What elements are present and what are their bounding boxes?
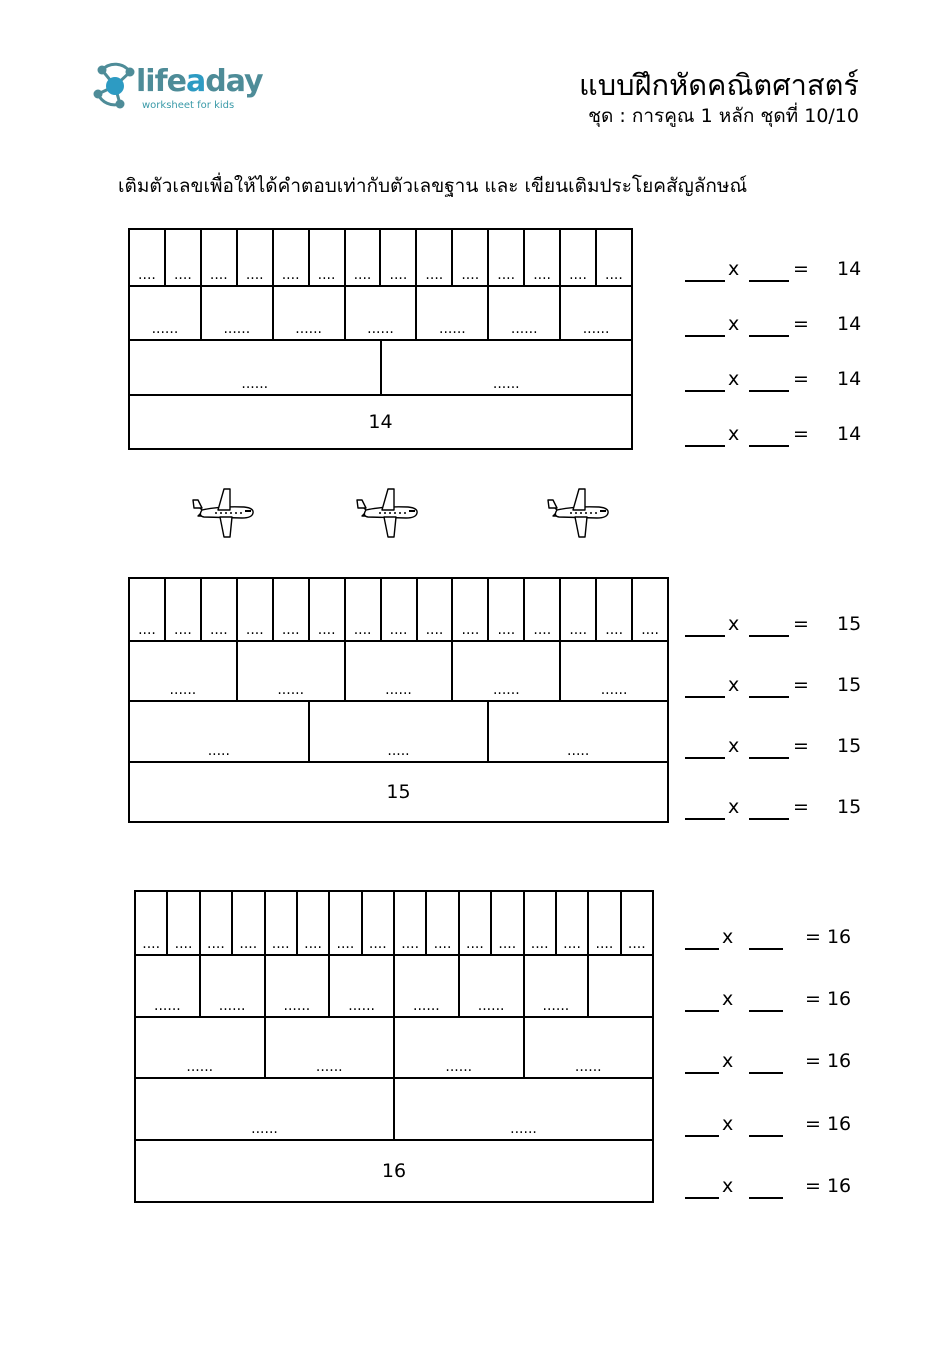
blank-placeholder: ...... — [223, 321, 251, 337]
bar-cell[interactable] — [416, 579, 452, 640]
times-sign: x — [722, 926, 734, 948]
blank-placeholder: ...... — [151, 321, 179, 337]
bar-cell[interactable] — [587, 956, 652, 1016]
blank-placeholder: .... — [138, 621, 156, 638]
blank-placeholder: ...... — [295, 321, 322, 337]
bar-cell[interactable] — [451, 642, 559, 701]
blank-placeholder: ...... — [367, 321, 394, 337]
bar-cell[interactable] — [523, 1018, 653, 1078]
result-value: 14 — [837, 258, 862, 280]
times-sign: x — [728, 258, 740, 280]
equation-line — [685, 419, 865, 447]
bar-cell[interactable] — [231, 892, 263, 954]
factor-blank-2[interactable] — [749, 444, 789, 447]
bar-cell[interactable] — [308, 230, 344, 285]
bar-cell[interactable] — [264, 1018, 394, 1078]
bar-cell[interactable] — [523, 230, 559, 285]
blank-placeholder: ...... — [218, 997, 246, 1014]
bar-cell[interactable] — [559, 287, 631, 340]
equation-line — [685, 922, 865, 950]
bar-cell[interactable] — [620, 892, 652, 954]
bar-cell[interactable] — [164, 230, 200, 285]
factor-blank-2[interactable] — [749, 756, 789, 759]
bar-cell[interactable] — [296, 892, 328, 954]
factor-blank-2[interactable] — [749, 634, 789, 637]
equation-line — [685, 1046, 865, 1074]
bar-cell[interactable] — [631, 579, 667, 640]
blank-placeholder: ...... — [600, 682, 628, 698]
equation-line — [685, 984, 865, 1012]
blank-placeholder: .... — [209, 266, 228, 283]
factor-blank-2[interactable] — [749, 279, 789, 282]
equation-line — [685, 670, 865, 698]
bar-cell[interactable] — [523, 892, 555, 954]
blank-placeholder: .... — [353, 621, 372, 638]
blank-placeholder: ...... — [582, 321, 610, 337]
equation-line — [685, 1171, 865, 1199]
factor-blank-1[interactable] — [685, 1134, 719, 1137]
bar-cell[interactable] — [264, 892, 296, 954]
factor-blank-1[interactable] — [685, 634, 725, 637]
blank-placeholder: .... — [304, 935, 322, 952]
blank-placeholder: ...... — [492, 682, 520, 698]
factor-blank-2[interactable] — [749, 947, 783, 950]
blank-placeholder: .... — [368, 935, 387, 952]
bar-cell[interactable] — [361, 892, 393, 954]
bar-cell[interactable] — [130, 341, 380, 394]
times-sign: x — [728, 796, 740, 818]
bar-cell[interactable] — [559, 642, 667, 701]
bar-cell[interactable] — [136, 956, 199, 1016]
times-sign: x — [722, 1113, 734, 1135]
blank-placeholder: .... — [271, 935, 290, 952]
blank-placeholder: .... — [317, 621, 336, 638]
factor-blank-2[interactable] — [749, 1196, 783, 1199]
blank-placeholder: ...... — [439, 321, 466, 337]
blank-placeholder: .... — [425, 621, 444, 638]
bar-cell[interactable] — [130, 230, 164, 285]
blank-placeholder: ...... — [348, 997, 375, 1014]
bar-model-14 — [128, 228, 633, 450]
bar-model-16 — [134, 890, 654, 1203]
blank-placeholder: .... — [569, 621, 588, 638]
times-sign: x — [722, 1050, 734, 1072]
bar-row — [136, 1077, 652, 1139]
times-sign: x — [728, 368, 740, 390]
bar-cell[interactable] — [379, 230, 415, 285]
blank-placeholder: .... — [389, 266, 408, 283]
factor-blank-1[interactable] — [685, 947, 719, 950]
equation-line — [685, 1109, 865, 1137]
bar-row — [130, 339, 631, 394]
blank-placeholder: ...... — [186, 1059, 214, 1076]
airplane-icon — [354, 486, 420, 540]
bar-row — [130, 700, 667, 761]
bar-cell[interactable] — [136, 1079, 393, 1139]
airplane-icon — [545, 486, 611, 540]
factor-blank-1[interactable] — [685, 389, 725, 392]
bar-total-cell — [130, 763, 667, 822]
bar-cell[interactable] — [164, 579, 200, 640]
airplane-icon — [190, 486, 256, 540]
bar-cell[interactable] — [487, 230, 523, 285]
bar-cell[interactable] — [130, 579, 164, 640]
blank-placeholder: .... — [173, 266, 192, 283]
logo — [90, 60, 290, 120]
blank-placeholder: .... — [498, 935, 517, 952]
bar-cell[interactable] — [415, 287, 487, 340]
blank-placeholder: .... — [461, 266, 480, 283]
factor-blank-1[interactable] — [685, 279, 725, 282]
instruction: เติมตัวเลขเพื่อให้ได้คำตอบเท่ากับตัวเลขฐาน และ เขียนเติมประโยคสัญลักษณ์ — [118, 175, 748, 197]
bar-cell[interactable] — [393, 956, 458, 1016]
blank-placeholder: .... — [209, 621, 228, 638]
bar-cell[interactable] — [308, 579, 344, 640]
blank-placeholder: ...... — [445, 1059, 473, 1076]
equals-sign: = — [793, 313, 809, 335]
factor-blank-1[interactable] — [685, 334, 725, 337]
blank-placeholder: ...... — [154, 997, 181, 1014]
bar-total-value: 14 — [368, 410, 393, 433]
blank-placeholder: .... — [353, 266, 372, 283]
bar-cell[interactable] — [451, 230, 487, 285]
times-sign: x — [728, 423, 740, 445]
bar-cell[interactable] — [487, 579, 523, 640]
blank-placeholder: .... — [605, 621, 624, 638]
blank-placeholder: .... — [245, 266, 264, 283]
bar-cell[interactable] — [272, 579, 308, 640]
bar-cell[interactable] — [380, 579, 416, 640]
blank-placeholder: .... — [281, 621, 300, 638]
equals-sign: = — [793, 368, 809, 390]
bar-cell[interactable] — [344, 287, 416, 340]
blank-placeholder: .... — [317, 266, 336, 283]
blank-placeholder: ...... — [542, 997, 570, 1014]
blank-placeholder: .... — [336, 935, 355, 952]
page-title: แบบฝึกหัดคณิตศาสตร์ — [579, 68, 859, 102]
bar-cell[interactable] — [344, 642, 452, 701]
blank-placeholder: .... — [497, 266, 516, 283]
bar-cell[interactable] — [136, 1018, 264, 1078]
logo-molecule-icon — [90, 60, 140, 112]
result-value: 14 — [837, 313, 862, 335]
factor-blank-1[interactable] — [685, 1071, 719, 1074]
bar-model-15 — [128, 577, 669, 823]
bar-cell[interactable] — [236, 642, 344, 701]
equals-sign: = — [793, 674, 809, 696]
times-sign: x — [728, 674, 740, 696]
blank-placeholder: .... — [174, 935, 193, 952]
factor-blank-1[interactable] — [685, 817, 725, 820]
result-value: 15 — [837, 735, 862, 757]
blank-placeholder: .... — [281, 266, 300, 283]
bar-cell[interactable] — [559, 579, 595, 640]
bar-cell[interactable] — [264, 956, 329, 1016]
equals-result: = 16 — [805, 1050, 852, 1072]
bar-cell[interactable] — [393, 1079, 652, 1139]
bar-cell[interactable] — [451, 579, 487, 640]
bar-row-total — [136, 1139, 652, 1201]
bar-cell[interactable] — [166, 892, 198, 954]
bar-cell[interactable] — [272, 287, 344, 340]
bar-total-value: 15 — [386, 780, 411, 803]
bar-cell[interactable] — [415, 230, 451, 285]
blank-placeholder: ...... — [385, 682, 412, 698]
result-value: 14 — [837, 368, 862, 390]
blank-placeholder: .... — [641, 621, 659, 638]
factor-blank-2[interactable] — [749, 334, 789, 337]
bar-cell[interactable] — [130, 287, 200, 340]
bar-row-total — [130, 761, 667, 822]
result-value: 14 — [837, 423, 862, 445]
result-value: 15 — [837, 613, 862, 635]
blank-placeholder: ..... — [387, 742, 410, 759]
bar-cell[interactable] — [199, 956, 264, 1016]
blank-placeholder: ...... — [492, 375, 520, 392]
bar-cell[interactable] — [328, 956, 393, 1016]
factor-blank-2[interactable] — [749, 1071, 783, 1074]
blank-placeholder: ...... — [315, 1059, 343, 1076]
factor-blank-1[interactable] — [685, 444, 725, 447]
equals-sign: = — [793, 423, 809, 445]
blank-placeholder: ..... — [567, 742, 590, 759]
bar-cell[interactable] — [308, 702, 488, 761]
blank-placeholder: ...... — [574, 1059, 602, 1076]
bar-cell[interactable] — [458, 892, 490, 954]
bar-row — [130, 285, 631, 340]
bar-row — [130, 230, 631, 285]
blank-placeholder: .... — [142, 935, 161, 952]
blank-placeholder: ...... — [241, 375, 269, 392]
times-sign: x — [728, 313, 740, 335]
bar-row-total — [130, 394, 631, 449]
bar-cell[interactable] — [130, 642, 236, 701]
equals-result: = 16 — [805, 1175, 852, 1197]
blank-placeholder: ...... — [510, 1121, 537, 1138]
blank-placeholder: .... — [497, 621, 516, 638]
bar-cell[interactable] — [344, 230, 380, 285]
equation-line — [685, 254, 865, 282]
bar-cell[interactable] — [393, 1018, 523, 1078]
blank-placeholder: .... — [595, 935, 614, 952]
blank-placeholder: .... — [466, 935, 484, 952]
equals-sign: = — [793, 258, 809, 280]
equals-sign: = — [793, 796, 809, 818]
equals-result: = 16 — [805, 988, 852, 1010]
page-subtitle: ชุด : การคูณ 1 หลัก ชุดที่ 10/10 — [588, 105, 859, 127]
blank-placeholder: ..... — [207, 742, 230, 759]
factor-blank-2[interactable] — [749, 389, 789, 392]
blank-placeholder: .... — [245, 621, 264, 638]
bar-cell[interactable] — [380, 341, 632, 394]
equals-result: = 16 — [805, 1113, 852, 1135]
bar-cell[interactable] — [595, 230, 631, 285]
times-sign: x — [722, 988, 734, 1010]
equals-sign: = — [793, 613, 809, 635]
blank-placeholder: ...... — [510, 321, 538, 337]
blank-placeholder: .... — [425, 266, 444, 283]
times-sign: x — [728, 735, 740, 757]
bar-cell[interactable] — [487, 702, 667, 761]
blank-placeholder: .... — [433, 935, 452, 952]
equals-result: = 16 — [805, 926, 852, 948]
bar-cell[interactable] — [200, 230, 236, 285]
blank-placeholder: ...... — [251, 1121, 278, 1138]
blank-placeholder: .... — [389, 621, 408, 638]
bar-cell[interactable] — [130, 702, 308, 761]
blank-placeholder: ...... — [277, 682, 305, 698]
times-sign: x — [722, 1175, 734, 1197]
bar-cell[interactable] — [490, 892, 522, 954]
bar-row — [130, 640, 667, 701]
bar-row — [136, 892, 652, 954]
blank-placeholder: ...... — [283, 997, 311, 1014]
bar-cell[interactable] — [523, 579, 559, 640]
times-sign: x — [728, 613, 740, 635]
bar-total-cell — [136, 1141, 652, 1201]
blank-placeholder: .... — [627, 935, 646, 952]
logo-name: lifeaday — [136, 64, 263, 99]
factor-blank-1[interactable] — [685, 695, 725, 698]
equals-sign: = — [793, 735, 809, 757]
bar-cell[interactable] — [344, 579, 380, 640]
blank-placeholder: ...... — [169, 682, 197, 698]
bar-cell[interactable] — [587, 892, 619, 954]
bar-total-cell — [130, 396, 631, 449]
blank-placeholder: ...... — [477, 997, 505, 1014]
bar-cell[interactable] — [200, 579, 236, 640]
blank-placeholder: .... — [138, 266, 156, 283]
blank-placeholder: .... — [530, 935, 549, 952]
blank-placeholder: .... — [401, 935, 420, 952]
blank-placeholder: .... — [533, 266, 551, 283]
bar-cell[interactable] — [595, 579, 631, 640]
bar-cell[interactable] — [458, 956, 523, 1016]
blank-placeholder: .... — [605, 266, 623, 283]
bar-row — [136, 1016, 652, 1078]
factor-blank-1[interactable] — [685, 1196, 719, 1199]
bar-cell[interactable] — [425, 892, 457, 954]
equation-line — [685, 731, 865, 759]
blank-placeholder: .... — [461, 621, 480, 638]
equation-line — [685, 792, 865, 820]
blank-placeholder: .... — [569, 266, 587, 283]
bar-cell[interactable] — [328, 892, 360, 954]
blank-placeholder: .... — [563, 935, 581, 952]
blank-placeholder: .... — [239, 935, 258, 952]
bar-cell[interactable] — [236, 579, 272, 640]
bar-total-value: 16 — [381, 1160, 407, 1183]
result-value: 15 — [837, 796, 862, 818]
bar-row — [136, 954, 652, 1016]
factor-blank-2[interactable] — [749, 817, 789, 820]
equation-line — [685, 364, 865, 392]
factor-blank-2[interactable] — [749, 1134, 783, 1137]
factor-blank-1[interactable] — [685, 756, 725, 759]
equation-line — [685, 609, 865, 637]
bar-cell[interactable] — [136, 892, 166, 954]
blank-placeholder: .... — [207, 935, 225, 952]
equation-line — [685, 309, 865, 337]
bar-cell[interactable] — [393, 892, 425, 954]
bar-cell[interactable] — [555, 892, 587, 954]
bar-cell[interactable] — [236, 230, 272, 285]
blank-placeholder: .... — [533, 621, 552, 638]
factor-blank-2[interactable] — [749, 695, 789, 698]
bar-cell[interactable] — [523, 956, 588, 1016]
bar-cell[interactable] — [199, 892, 231, 954]
bar-cell[interactable] — [559, 230, 595, 285]
result-value: 15 — [837, 674, 862, 696]
logo-tagline: worksheet for kids — [142, 100, 235, 111]
blank-placeholder: ...... — [413, 997, 440, 1014]
bar-cell[interactable] — [200, 287, 272, 340]
blank-placeholder: .... — [174, 621, 192, 638]
bar-cell[interactable] — [272, 230, 308, 285]
bar-row — [130, 579, 667, 640]
factor-blank-1[interactable] — [685, 1009, 719, 1012]
bar-cell[interactable] — [487, 287, 559, 340]
factor-blank-2[interactable] — [749, 1009, 783, 1012]
